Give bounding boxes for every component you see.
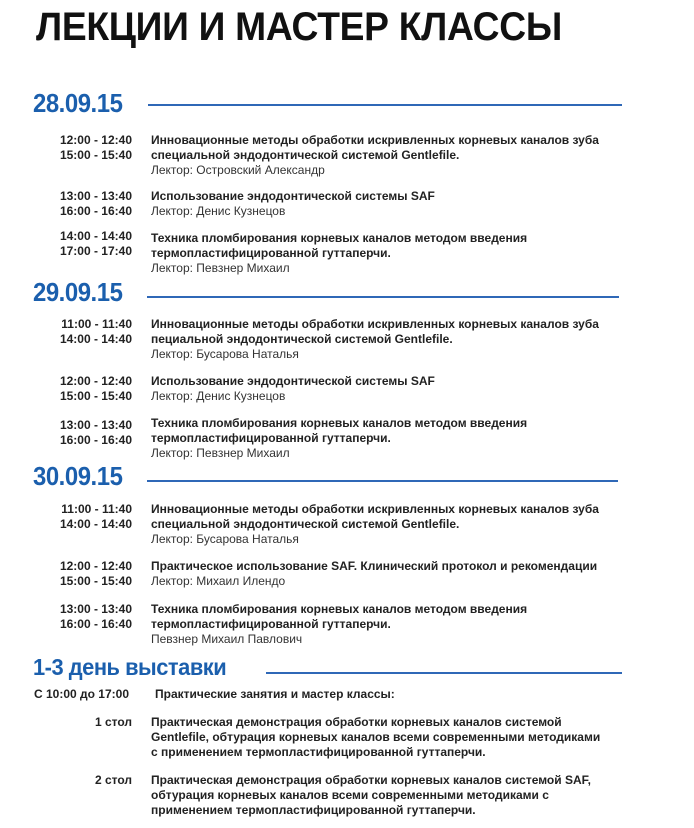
session-title: Техника пломбирования корневых каналов методом введения [151,231,528,245]
table-label: 1 стол [94,715,132,729]
session-time: 14:00 - 14:40 [59,332,132,346]
session-description [151,502,641,547]
exhibition-time-range: С 10:00 до 17:00 [34,687,129,701]
session-title: специальной эндодонтической системой Gentlefile. [151,517,460,531]
session-title: термопластифицированной гуттаперчи. [151,431,391,445]
session-times [40,602,132,632]
day-heading: 30.09.15 [33,461,123,491]
session-description [151,133,641,178]
session-lecturer: Лектор: Бусарова Наталья [151,347,299,361]
session-times [40,374,132,404]
session-time: 13:00 - 13:40 [59,602,132,616]
table-description-line: Gentlefile, обтурация корневых каналов всеми современными методиками [151,730,601,744]
session-time: 11:00 - 11:40 [61,502,132,516]
table-label: 2 стол [94,773,132,787]
exhibition-intro: Практические занятия и мастер классы: [155,687,395,701]
table-description [151,715,641,760]
session-description [151,416,641,461]
heading-rule [148,104,622,106]
table-description-line: с применением термопластифицированной гуттаперчи. [151,745,486,759]
session-lecturer: Лектор: Певзнер Михаил [151,446,290,460]
session-time: 11:00 - 11:40 [61,317,132,331]
session-time: 13:00 - 13:40 [59,418,132,432]
session-lecturer: Лектор: Михаил Илендо [151,574,286,588]
exhibition-heading: 1-3 день выставки [33,654,227,680]
session-time: 16:00 - 16:40 [59,204,132,218]
table-description [151,773,641,818]
session-times [40,133,132,163]
table-description-line: применением термопластифицированной гуттаперчи. [151,803,476,817]
session-time: 15:00 - 15:40 [59,148,132,162]
session-description [151,189,641,219]
session-description [151,317,641,362]
session-time: 16:00 - 16:40 [59,617,132,631]
session-title: Техника пломбирования корневых каналов методом введения [151,602,528,616]
session-time: 16:00 - 16:40 [59,433,132,447]
session-description [151,231,641,276]
session-time: 14:00 - 14:40 [59,517,132,531]
session-title: Инновационные методы обработки искривленных корневых каналов зуба [151,502,599,516]
page-title: ЛЕКЦИИ И МАСТЕР КЛАССЫ [36,5,562,49]
session-lecturer: Лектор: Островский Александр [151,163,325,177]
session-times [40,502,132,532]
session-time: 14:00 - 14:40 [59,229,132,243]
session-lecturer: Лектор: Бусарова Наталья [151,532,299,546]
session-title: Использование эндодонтической системы SAF [151,374,435,388]
session-title: специальной эндодонтической системой Gentlefile. [151,148,460,162]
session-lecturer: Лектор: Денис Кузнецов [151,204,286,218]
heading-rule [147,480,618,482]
heading-rule [266,672,622,674]
session-title: Практическое использование SAF. Клинический протокол и рекомендации [151,559,598,573]
session-lecturer: Лектор: Певзнер Михаил [151,261,290,275]
session-times [40,189,132,219]
session-title: Техника пломбирования корневых каналов методом введения [151,416,528,430]
session-title: Использование эндодонтической системы SAF [151,189,435,203]
session-title: термопластифицированной гуттаперчи. [151,617,391,631]
session-lecturer: Лектор: Денис Кузнецов [151,389,286,403]
session-time: 17:00 - 17:40 [59,244,132,258]
table-description-line: обтурация корневых каналов всеми современными методиками с [151,788,549,802]
session-times [40,418,132,448]
session-description [151,602,641,647]
session-time: 12:00 - 12:40 [59,374,132,388]
session-time: 15:00 - 15:40 [59,574,132,588]
session-description [151,374,641,404]
session-title: Инновационные методы обработки искривленных корневых каналов зуба [151,317,599,331]
day-heading: 28.09.15 [33,88,123,118]
session-times [40,229,132,259]
heading-rule [147,296,619,298]
session-title: Инновационные методы обработки искривленных корневых каналов зуба [151,133,599,147]
day-heading: 29.09.15 [33,277,123,307]
table-description-line: Практическая демонстрация обработки корневых каналов системой [151,715,562,729]
session-time: 12:00 - 12:40 [59,559,132,573]
session-time: 13:00 - 13:40 [59,189,132,203]
session-title: термопластифицированной гуттаперчи. [151,246,391,260]
session-description [151,559,641,589]
table-description-line: Практическая демонстрация обработки корневых каналов системой SAF, [151,773,591,787]
session-lecturer: Певзнер Михаил Павлович [151,632,303,646]
session-time: 12:00 - 12:40 [59,133,132,147]
session-times [40,317,132,347]
session-times [40,559,132,589]
session-time: 15:00 - 15:40 [59,389,132,403]
session-title: пециальной эндодонтической системой Gentlefile. [151,332,453,346]
